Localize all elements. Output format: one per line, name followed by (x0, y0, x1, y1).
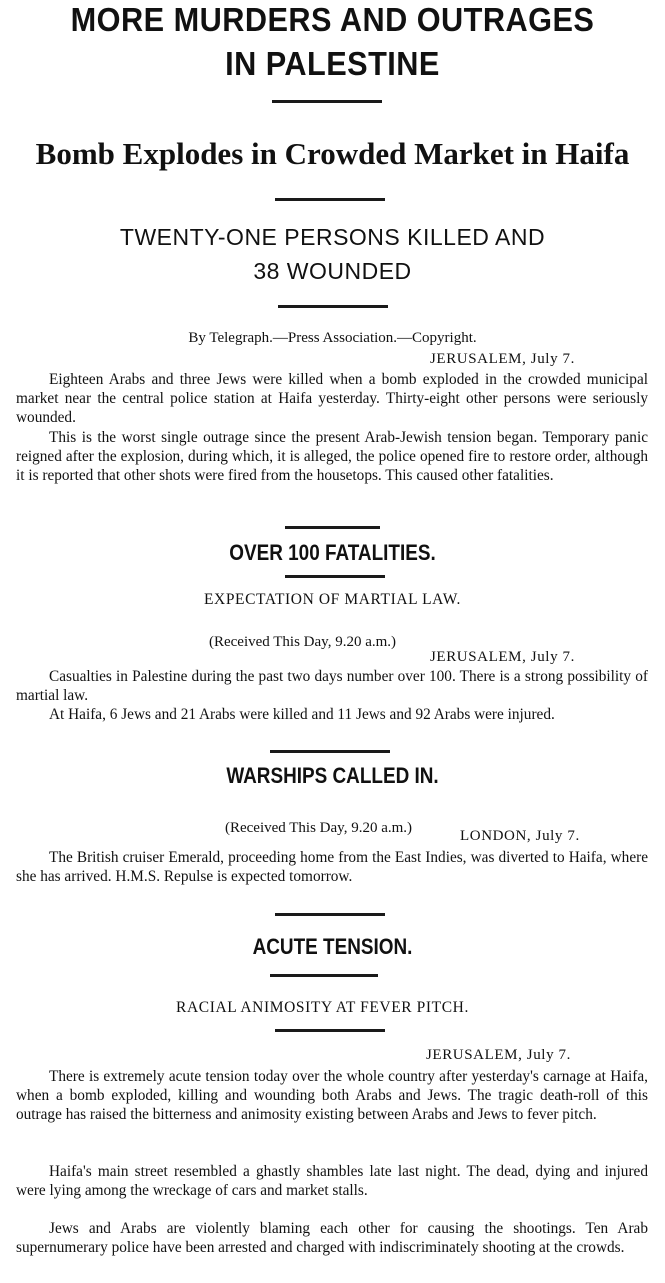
dateline-jerusalem-2: JERUSALEM, July 7. (430, 649, 575, 665)
rule-divider (272, 100, 382, 103)
paragraph: Casualties in Palestine during the past two days number over 100. There is a strong possibility of martial law. (16, 668, 648, 704)
rule-divider (275, 913, 385, 916)
rule-divider (270, 750, 390, 753)
received-note: (Received This Day, 9.20 a.m.) (224, 820, 413, 836)
dateline-london: LONDON, July 7. (460, 828, 580, 844)
dateline-jerusalem-1: JERUSALEM, July 7. (430, 351, 575, 367)
paragraph: At Haifa, 6 Jews and 21 Arabs were killed and 11 Jews and 92 Arabs were injured. (49, 706, 555, 723)
subhead-bomb-haifa: Bomb Explodes in Crowded Market in Haifa (35, 136, 630, 171)
subheading-racial-animosity: RACIAL ANIMOSITY AT FEVER PITCH. (176, 999, 469, 1016)
paragraph: Jews and Arabs are violently blaming each other for causing the shootings. Ten Arab supernumerary police have been arrested and charged with indiscriminately shooting at the crowds. (16, 1220, 648, 1256)
paragraph: There is extremely acute tension today over the whole country after yesterday's carnage at Haifa, when a bomb exploded, killing and wounding both Arabs and Jews. The tragic death-roll of this outrage has raised the bitterness and animosity existing between Arabs and Jews to fever pitch. (16, 1068, 648, 1123)
wire-credit: By Telegraph.—Press Association.—Copyright. (188, 330, 477, 346)
heading-acute-tension: ACUTE TENSION. (252, 934, 413, 959)
deck-line-2: 38 WOUNDED (253, 258, 412, 284)
rule-divider (275, 1029, 385, 1032)
rule-divider (278, 305, 388, 308)
paragraph: Haifa's main street resembled a ghastly shambles late last night. The dead, dying and injured were lying among the wreckage of cars and market stalls. (16, 1163, 648, 1199)
heading-warships-called-in: WARSHIPS CALLED IN. (226, 763, 439, 788)
rule-divider (270, 974, 378, 977)
paragraph: The British cruiser Emerald, proceeding home from the East Indies, was diverted to Haifa, where she has arrived. H.M.S. Repulse is expected tomorrow. (16, 849, 648, 885)
rule-divider (285, 526, 380, 529)
subheading-martial-law: EXPECTATION OF MARTIAL LAW. (203, 591, 462, 608)
paragraph: Eighteen Arabs and three Jews were killed when a bomb exploded in the crowded municipal market near the central police station at Haifa yesterday. Thirty-eight other persons were seriously wounded. (16, 371, 648, 426)
main-headline-line-2: IN PALESTINE (225, 45, 440, 82)
deck-line-1: TWENTY-ONE PERSONS KILLED AND (119, 224, 546, 250)
paragraph: This is the worst single outrage since the present Arab-Jewish tension began. Temporary panic reigned after the explosion, during which, it is alleged, the police opened fire to restore order, although it is reported that other shots were fired from the housetops. This caused other fatalities. (16, 429, 648, 484)
dateline-jerusalem-3: JERUSALEM, July 7. (426, 1047, 571, 1063)
rule-divider (275, 198, 385, 201)
heading-over-100-fatalities: OVER 100 FATALITIES. (229, 540, 436, 565)
rule-divider (285, 575, 385, 578)
main-headline-line-1: MORE MURDERS AND OUTRAGES (70, 1, 595, 38)
received-note: (Received This Day, 9.20 a.m.) (208, 634, 397, 650)
